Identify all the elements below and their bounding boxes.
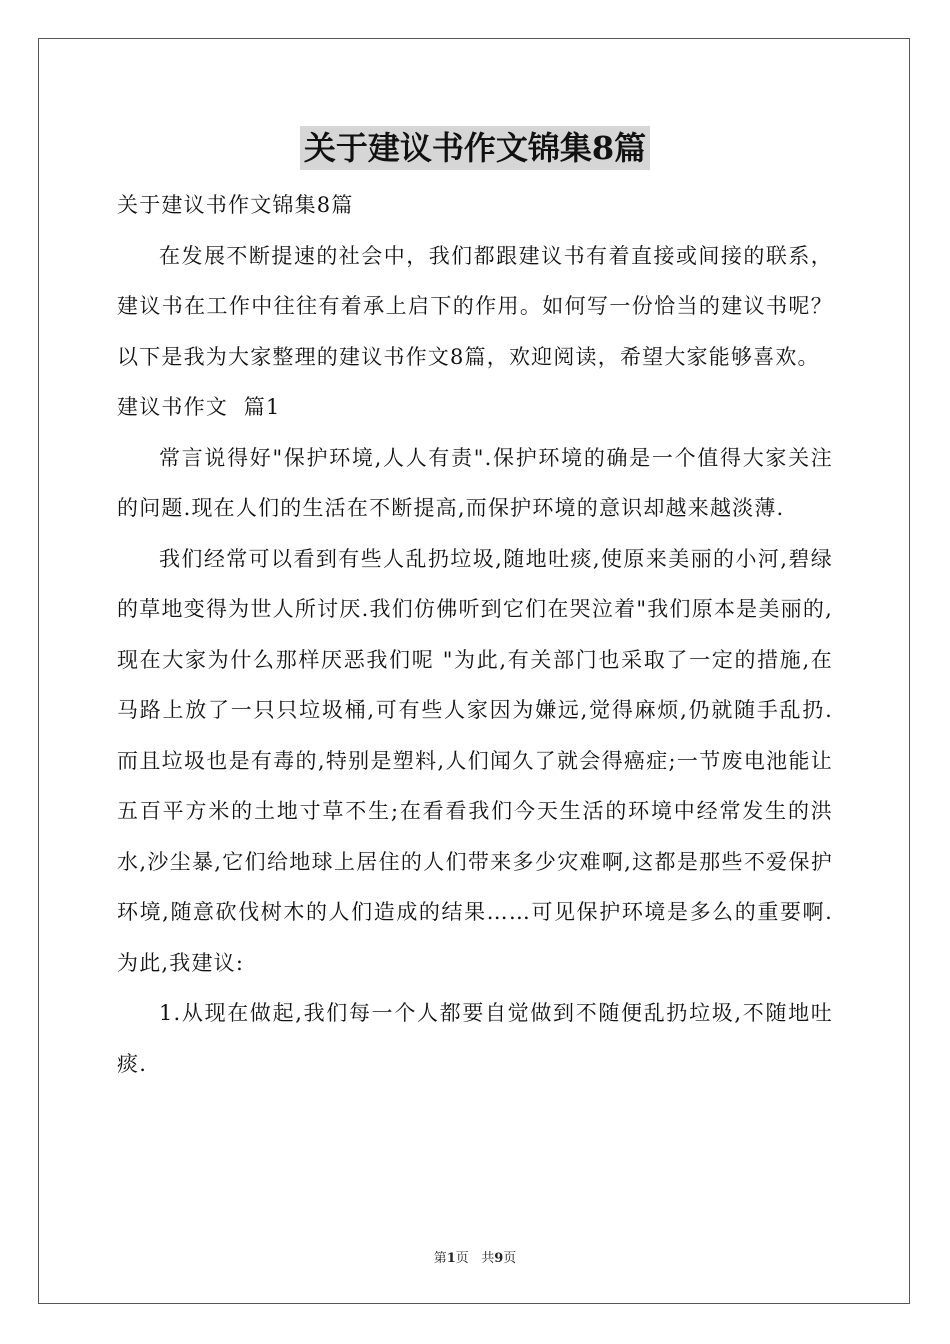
footer-total-prefix: 共 xyxy=(481,1251,495,1266)
footer-prefix: 第 xyxy=(433,1251,447,1266)
footer-total-suffix: 页 xyxy=(503,1251,517,1266)
footer-page-number: 1 xyxy=(446,1251,456,1266)
body-paragraph-3: 1.从现在做起,我们每一个人都要自觉做到不随便乱扔垃圾,不随地吐痰. xyxy=(117,1001,833,1076)
intro-paragraph: 在发展不断提速的社会中，我们都跟建议书有着直接或间接的联系，建议书在工作中往往有着承上启下的作用。如何写一份恰当的建议书呢？以下是我为大家整理的建议书作文8篇，欢迎阅读，希望大家能够喜欢。 xyxy=(117,243,833,369)
subtitle-line: 关于建议书作文锦集8篇 xyxy=(117,193,354,217)
body-paragraph-1: 常言说得好"保护环境,人人有责".保护环境的确是一个值得大家关注的问题.现在人们的生活在不断提高,而保护环境的意识却越来越淡薄. xyxy=(117,445,833,520)
document-title: 关于建议书作文锦集8篇 xyxy=(300,126,650,170)
footer-page-suffix: 页 xyxy=(455,1251,469,1266)
section-heading: 建议书作文 篇1 xyxy=(117,395,281,419)
title-block xyxy=(0,126,950,170)
footer-total-pages: 9 xyxy=(494,1251,504,1266)
page-footer xyxy=(0,1247,950,1266)
document-body xyxy=(117,180,833,1089)
body-paragraph-2: 我们经常可以看到有些人乱扔垃圾,随地吐痰,使原来美丽的小河,碧绿的草地变得为世人所讨厌.我们仿佛听到它们在哭泣着"我们原本是美丽的,现在大家为什么那样厌恶我们呢 "为此,有关部门也采取了一定的措施,在马路上放了一只只垃圾桶,可有些人家因为嫌远,觉得麻烦,仍就随手乱扔.而且垃圾也是有毒的,特别是塑料,人们闻久了就会得癌症;一节废电池能让五百平方米的土地寸草不生;在看看我们今天生活的环境中经常发生的洪水,沙尘暴,它们给地球上居住的人们带来多少灾难啊,这都是那些不爱保护环境,随意砍伐树木的人们造成的结果……可见保护环境是多么的重要啊.为此,我建议: xyxy=(117,546,833,975)
